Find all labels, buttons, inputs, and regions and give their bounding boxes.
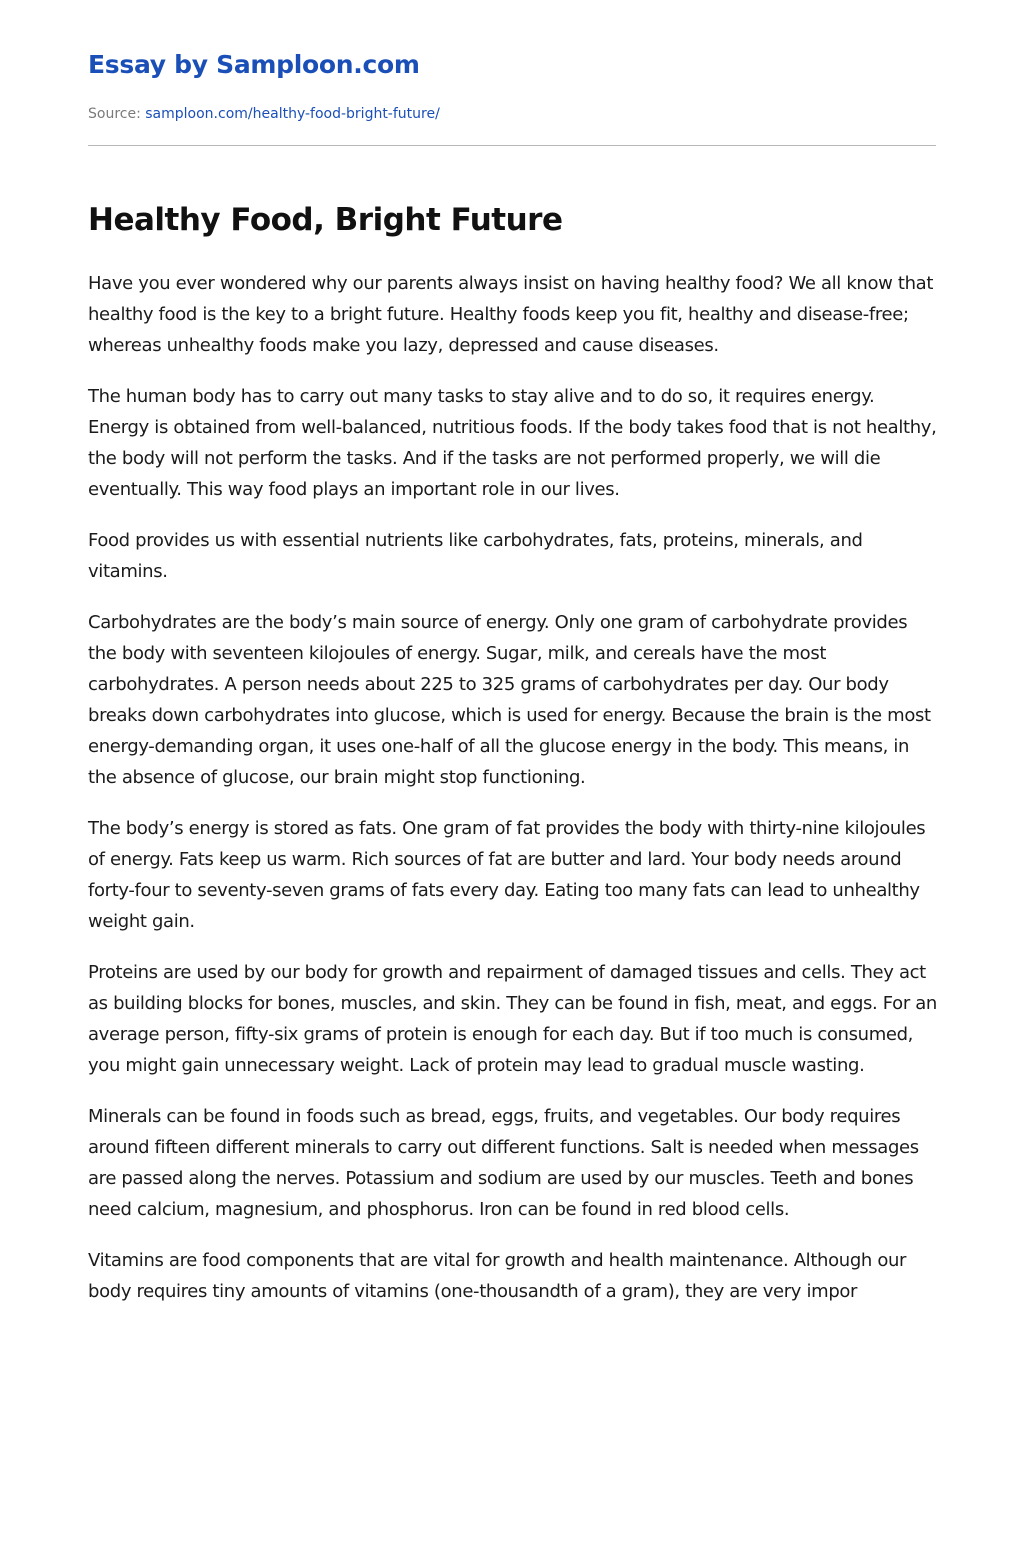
source-link[interactable]: samploon.com/healthy-food-bright-future/	[145, 106, 440, 122]
paragraph-energy: The human body has to carry out many tasks to stay alive and to do so, it requires energy. Energy is obtained from well-balanced, nutritious foods. If the body takes food that is not healthy, the body will not perform the tasks. And if the tasks are not performed properly, we will die eventually. This way food plays an important role in our lives.	[88, 386, 937, 500]
paragraph-proteins: Proteins are used by our body for growth and repairment of damaged tissues and cells. They act as building blocks for bones, muscles, and skin. They can be found in fish, meat, and eggs. For an average person, fifty-six grams of protein is enough for each day. But if too much is consumed, you might gain unnecessary weight. Lack of protein may lead to gradual muscle wasting.	[88, 962, 937, 1076]
paragraph-vitamins: Vitamins are food components that are vital for growth and health maintenance. Although our body requires tiny amounts of vitamins (one-thousandth of a gram), they are very impor	[88, 1250, 907, 1302]
source-line	[88, 106, 440, 122]
paragraph-carbohydrates: Carbohydrates are the body’s main source of energy. Only one gram of carbohydrate provides the body with seventeen kilojoules of energy. Sugar, milk, and cereals have the most carbohydrates. A person needs about 225 to 325 grams of carbohydrates per day. Our body breaks down carbohydrates into glucose, which is used for energy. Because the brain is the most energy-demanding organ, it uses one-half of all the glucose energy in the body. This means, in the absence of glucose, our brain might stop functioning.	[88, 612, 931, 788]
header-divider	[88, 145, 936, 146]
paragraph-intro: Have you ever wondered why our parents always insist on having healthy food? We all know that healthy food is the key to a bright future. Healthy foods keep you fit, healthy and disease-free; whereas unhealthy foods make you lazy, depressed and cause diseases.	[88, 273, 934, 356]
page-title: Healthy Food, Bright Future	[88, 202, 563, 238]
essay-body	[88, 268, 940, 1327]
source-label: Source:	[88, 106, 141, 122]
paragraph-minerals: Minerals can be found in foods such as bread, eggs, fruits, and vegetables. Our body requires around fifteen different minerals to carry out different functions. Salt is needed when messages are passed along the nerves. Potassium and sodium are used by our muscles. Teeth and bones need calcium, magnesium, and phosphorus. Iron can be found in red blood cells.	[88, 1106, 919, 1220]
paragraph-fats: The body’s energy is stored as fats. One gram of fat provides the body with thirty-nine kilojoules of energy. Fats keep us warm. Rich sources of fat are butter and lard. Your body needs around forty-four to seventy-seven grams of fats every day. Eating too many fats can lead to unhealthy weight gain.	[88, 818, 926, 932]
paragraph-nutrients: Food provides us with essential nutrients like carbohydrates, fats, proteins, minerals, and vitamins.	[88, 530, 863, 582]
site-brand[interactable]: Essay by Samploon.com	[88, 50, 420, 79]
